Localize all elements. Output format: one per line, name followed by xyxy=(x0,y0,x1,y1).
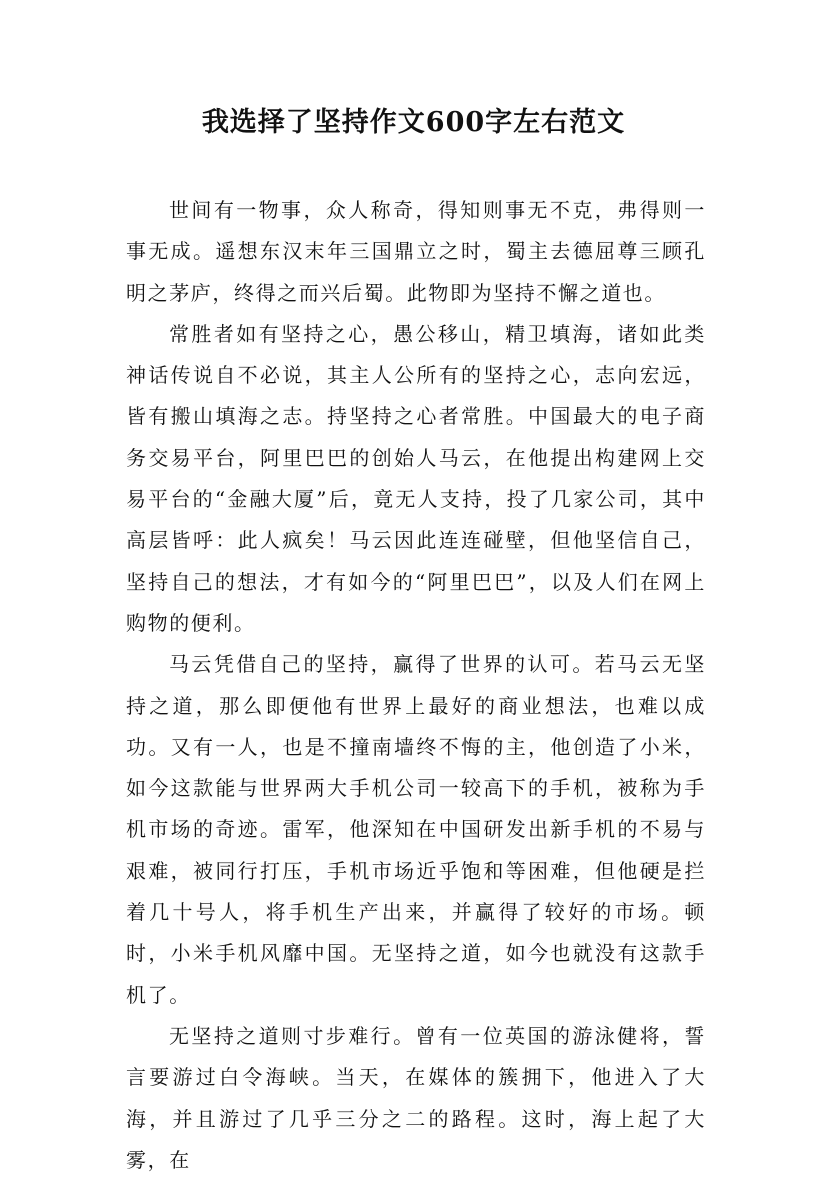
paragraph-4: 无坚持之道则寸步难行。曾有一位英国的游泳健将，誓言要游过白令海峡。当天，在媒体的簇拥下，他进入了大海，并且游过了几乎三分之二的路程。这时，海上起了大雾，在 xyxy=(126,1023,706,1172)
paragraph-1: 世间有一物事，众人称奇，得知则事无不克，弗得则一事无成。遥想东汉末年三国鼎立之时，蜀主去德屈尊三顾孔明之茅庐，终得之而兴后蜀。此物即为坚持不懈之道也。 xyxy=(126,198,706,305)
paragraph-2: 常胜者如有坚持之心，愚公移山，精卫填海，诸如此类神话传说自不必说，其主人公所有的坚持之心，志向宏远，皆有搬山填海之志。持坚持之心者常胜。中国最大的电子商务交易平台，阿里巴巴的创始人马云，在他提出构建网上交易平台的“金融大厦”后，竟无人支持，投了几家公司，其中高层皆呼：此人疯矣！马云因此连连碰壁，但他坚信自己，坚持自己的想法，才有如今的“阿里巴巴”，以及人们在网上购物的便利。 xyxy=(126,321,706,635)
document-body xyxy=(126,190,706,1181)
document-title: 我选择了坚持作文600字左右范文 xyxy=(201,107,626,138)
paragraph-3: 马云凭借自己的坚持，赢得了世界的认可。若马云无坚持之道，那么即便他有世界上最好的商业想法，也难以成功。又有一人，也是不撞南墙终不悔的主，他创造了小米，如今这款能与世界两大手机公司一较高下的手机，被称为手机市场的奇迹。雷军，他深知在中国研发出新手机的不易与艰难，被同行打压，手机市场近乎饱和等困难，但他硬是拦着几十号人，将手机生产出来，并赢得了较好的市场。顿时，小米手机风靡中国。无坚持之道，如今也就没有这款手机了。 xyxy=(126,652,706,1007)
